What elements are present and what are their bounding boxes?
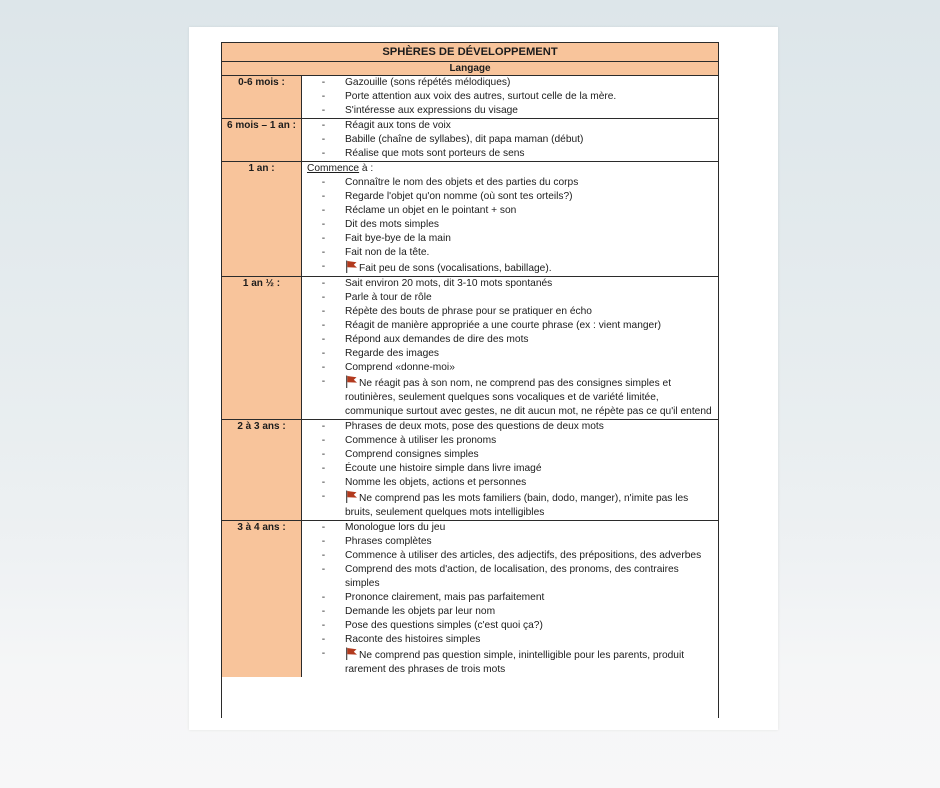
list-item: - Babille (chaîne de syllabes), dit papa maman (début): [321, 134, 584, 145]
age-label: 3 à 4 ans :: [222, 521, 302, 677]
list-item: - Commence à utiliser les pronoms: [321, 435, 497, 446]
section-6-12-months: [222, 119, 718, 162]
list-item: - Réalise que mots sont porteurs de sens: [321, 148, 525, 159]
list-item: - Phrases complètes: [321, 536, 432, 547]
list-item: - Fait non de la tête.: [321, 247, 430, 258]
list-item: - Dit des mots simples: [321, 219, 439, 230]
section-18-months: [222, 277, 718, 420]
list-item: - Regarde l'objet qu'on nomme (où sont tes orteils?): [321, 191, 573, 202]
age-label: 2 à 3 ans :: [222, 420, 302, 520]
age-label: 6 mois – 1 an :: [222, 119, 302, 161]
section-intro: Commence à :: [307, 163, 374, 174]
section-3-4-years: [222, 521, 718, 677]
list-item: - Comprend consignes simples: [321, 449, 479, 460]
red-flag-icon: [345, 490, 358, 503]
list-item: - Nomme les objets, actions et personnes: [321, 477, 527, 488]
list-item: - Comprend des mots d'action, de localisation, des pronoms, des contraires simples: [321, 564, 679, 589]
age-label: 0-6 mois :: [222, 76, 302, 118]
list-item: - Monologue lors du jeu: [321, 522, 446, 533]
document-page: [189, 27, 778, 730]
table-title: SPHÈRES DE DÉVELOPPEMENT: [222, 43, 718, 62]
list-item-warning: - Ne comprend pas question simple, inintelligible pour les parents, produit rarement des phrases de trois mots: [321, 648, 685, 675]
section-2-3-years: [222, 420, 718, 521]
list-item: - Gazouille (sons répétés mélodiques): [321, 77, 511, 88]
list-item: - Fait bye-bye de la main: [321, 233, 451, 244]
development-table: [221, 42, 719, 718]
list-item: - Comprend «donne-moi»: [321, 362, 455, 373]
section-1-year: [222, 162, 718, 277]
age-label: 1 an :: [222, 162, 302, 276]
list-item: - Connaître le nom des objets et des parties du corps: [321, 177, 579, 188]
red-flag-icon: [345, 647, 358, 660]
red-flag-icon: [345, 375, 358, 388]
age-label: 1 an ½ :: [222, 277, 302, 419]
red-flag-icon: [345, 260, 358, 273]
list-item-warning: - Fait peu de sons (vocalisations, babillage).: [321, 261, 552, 274]
section-0-6-months: [222, 76, 718, 119]
list-item-warning: - Ne réagit pas à son nom, ne comprend pas des consignes simples et routinières, seulement quelques sons vocaliques et de variété limitée, communique surtout avec gestes, ne dit aucun mot, ne répète pas ce qu'il entend: [321, 376, 712, 417]
list-item: - Porte attention aux voix des autres, surtout celle de la mère.: [321, 91, 617, 102]
list-item: - Commence à utiliser des articles, des adjectifs, des prépositions, des adverbes: [321, 550, 702, 561]
list-item: - Écoute une histoire simple dans livre imagé: [321, 463, 542, 474]
list-item: - S'intéresse aux expressions du visage: [321, 105, 518, 116]
list-item: - Regarde des images: [321, 348, 440, 359]
list-item-warning: - Ne comprend pas les mots familiers (bain, dodo, manger), n'imite pas les bruits, seulement quelques mots intelligibles: [321, 491, 689, 518]
list-item: - Réagit de manière appropriée a une courte phrase (ex : vient manger): [321, 320, 661, 331]
list-item: - Phrases de deux mots, pose des questions de deux mots: [321, 421, 604, 432]
table-subtitle: Langage: [222, 62, 718, 76]
list-item: - Parle à tour de rôle: [321, 292, 432, 303]
list-item: - Réagit aux tons de voix: [321, 120, 451, 131]
list-item: - Réclame un objet en le pointant + son: [321, 205, 517, 216]
list-item: - Demande les objets par leur nom: [321, 606, 496, 617]
list-item: - Répète des bouts de phrase pour se pratiquer en écho: [321, 306, 592, 317]
list-item: - Pose des questions simples (c'est quoi ça?): [321, 620, 543, 631]
list-item: - Prononce clairement, mais pas parfaitement: [321, 592, 545, 603]
list-item: - Raconte des histoires simples: [321, 634, 481, 645]
list-item: - Répond aux demandes de dire des mots: [321, 334, 529, 345]
list-item: - Sait environ 20 mots, dit 3-10 mots spontanés: [321, 278, 553, 289]
